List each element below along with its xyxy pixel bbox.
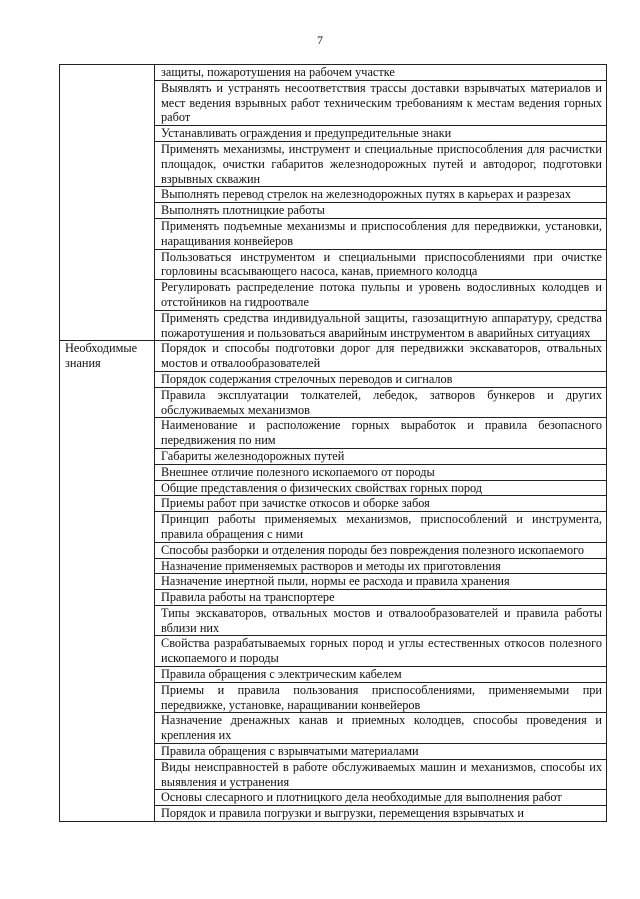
requirement-text: Типы экскаваторов, отвальных мостов и отвалообразователей и правила работы вблизи них <box>161 605 602 635</box>
requirement-text: Виды неисправностей в работе обслуживаемых машин и механизмов, способы их выявления и устранения <box>161 759 602 789</box>
requirement-text: Основы слесарного и плотницкого дела необходимые для выполнения работ <box>161 790 562 805</box>
requirement-cell <box>155 759 607 790</box>
requirement-text: Общие представления о физических свойствах горных пород <box>161 480 483 495</box>
requirement-cell <box>155 280 607 311</box>
requirement-cell <box>155 141 607 186</box>
requirement-cell <box>155 790 607 806</box>
requirement-cell <box>155 310 607 341</box>
requirement-cell <box>155 558 607 574</box>
knowledge-label-cell <box>60 341 155 822</box>
requirement-text: Внешнее отличие полезного ископаемого от породы <box>161 464 435 479</box>
requirement-text: Правила обращения с электрическим кабелем <box>161 667 402 682</box>
requirement-cell <box>155 418 607 449</box>
skill-row <box>60 65 607 81</box>
requirement-cell <box>155 387 607 418</box>
knowledge-label: Необходимые знания <box>65 341 138 371</box>
requirement-cell <box>155 249 607 280</box>
requirement-cell <box>155 464 607 480</box>
requirement-text: Наименование и расположение горных выработок и правила безопасного передвижения по ним <box>161 418 602 448</box>
requirement-text: Назначение применяемых растворов и методы их приготовления <box>161 558 501 573</box>
requirement-cell <box>155 187 607 203</box>
requirement-text: Назначение дренажных канав и приемных колодцев, способы проведения и крепления их <box>161 713 602 743</box>
requirement-cell <box>155 667 607 683</box>
requirement-text: Пользоваться инструментом и специальными приспособлениями при очистке горловины всасывающего насоса, канав, приемного колодца <box>161 249 602 279</box>
requirement-cell <box>155 713 607 744</box>
requirement-text: Назначение инертной пыли, нормы ее расхода и правила хранения <box>161 574 510 589</box>
requirement-cell <box>155 203 607 219</box>
requirement-cell <box>155 574 607 590</box>
requirement-cell <box>155 682 607 713</box>
requirement-text: Применять подъемные механизмы и приспособления для передвижки, установки, наращивания конвейеров <box>161 218 602 248</box>
requirement-text: Правила эксплуатации толкателей, лебедок, затворов бункеров и других обслуживаемых механизмов <box>161 387 602 417</box>
requirement-cell <box>155 126 607 142</box>
requirement-text: Свойства разрабатываемых горных пород и углы естественных откосов полезного ископаемого и породы <box>161 636 602 666</box>
requirement-cell <box>155 341 607 372</box>
requirement-cell <box>155 605 607 636</box>
requirement-text: Порядок и способы подготовки дорог для передвижки экскаваторов, отвальных мостов и отвалообразователей <box>161 341 602 371</box>
requirement-text: Выявлять и устранять несоответствия трассы доставки взрывчатых материалов и мест ведения взрывных работ техническим требованиям к местам ведения горных работ <box>161 80 602 125</box>
requirement-text: Правила работы на транспортере <box>161 590 335 605</box>
requirement-cell <box>155 590 607 606</box>
requirement-cell <box>155 744 607 760</box>
requirement-text: Порядок и правила погрузки и выгрузки, перемещения взрывчатых и <box>161 806 524 821</box>
page-number: 7 <box>317 33 323 47</box>
requirement-text: Регулировать распределение потока пульпы и уровень водосливных колодцев и отстойников на гидроотвале <box>161 280 602 309</box>
skills-label-cell <box>60 65 155 341</box>
requirement-text: Габариты железнодорожных путей <box>161 448 345 463</box>
requirement-text: Порядок содержания стрелочных переводов и сигналов <box>161 371 453 386</box>
requirement-text: Применять средства индивидуальной защиты, газозащитную аппаратуру, средства пожаротушения и пользоваться аварийным инструментом в аварийных ситуациях <box>161 310 602 340</box>
requirement-text: Применять механизмы, инструмент и специальные приспособления для расчистки площадок, очистки габаритов железнодорожных путей и автодорог, подготовки взрывных скважин <box>161 141 602 186</box>
requirement-text: защиты, пожаротушения на рабочем участке <box>161 65 395 79</box>
requirement-cell <box>155 512 607 543</box>
requirement-text: Приемы работ при зачистке откосов и оборке забоя <box>161 496 430 511</box>
requirement-cell <box>155 496 607 512</box>
requirement-cell <box>155 636 607 667</box>
knowledge-row <box>60 341 607 372</box>
standard-table <box>59 64 607 822</box>
requirement-cell <box>155 65 607 81</box>
requirement-text: Правила обращения с взрывчатыми материалами <box>161 744 419 759</box>
requirement-text: Устанавливать ограждения и предупредительные знаки <box>161 126 452 141</box>
requirement-cell <box>155 542 607 558</box>
requirement-cell <box>155 448 607 464</box>
requirement-cell <box>155 218 607 249</box>
requirement-text: Выполнять перевод стрелок на железнодорожных путях в карьерах и разрезах <box>161 187 572 202</box>
requirement-cell <box>155 480 607 496</box>
requirement-text: Способы разборки и отделения породы без повреждения полезного ископаемого <box>161 542 584 557</box>
requirement-cell <box>155 371 607 387</box>
requirement-text: Выполнять плотницкие работы <box>161 203 325 218</box>
requirement-cell <box>155 806 607 822</box>
requirement-cell <box>155 80 607 125</box>
requirement-text: Принцип работы применяемых механизмов, приспособлений и инструмента, правила обращения с ними <box>161 512 602 541</box>
requirement-text: Приемы и правила пользования приспособлениями, применяемыми при передвижке, установке, наращивании конвейеров <box>161 682 602 712</box>
